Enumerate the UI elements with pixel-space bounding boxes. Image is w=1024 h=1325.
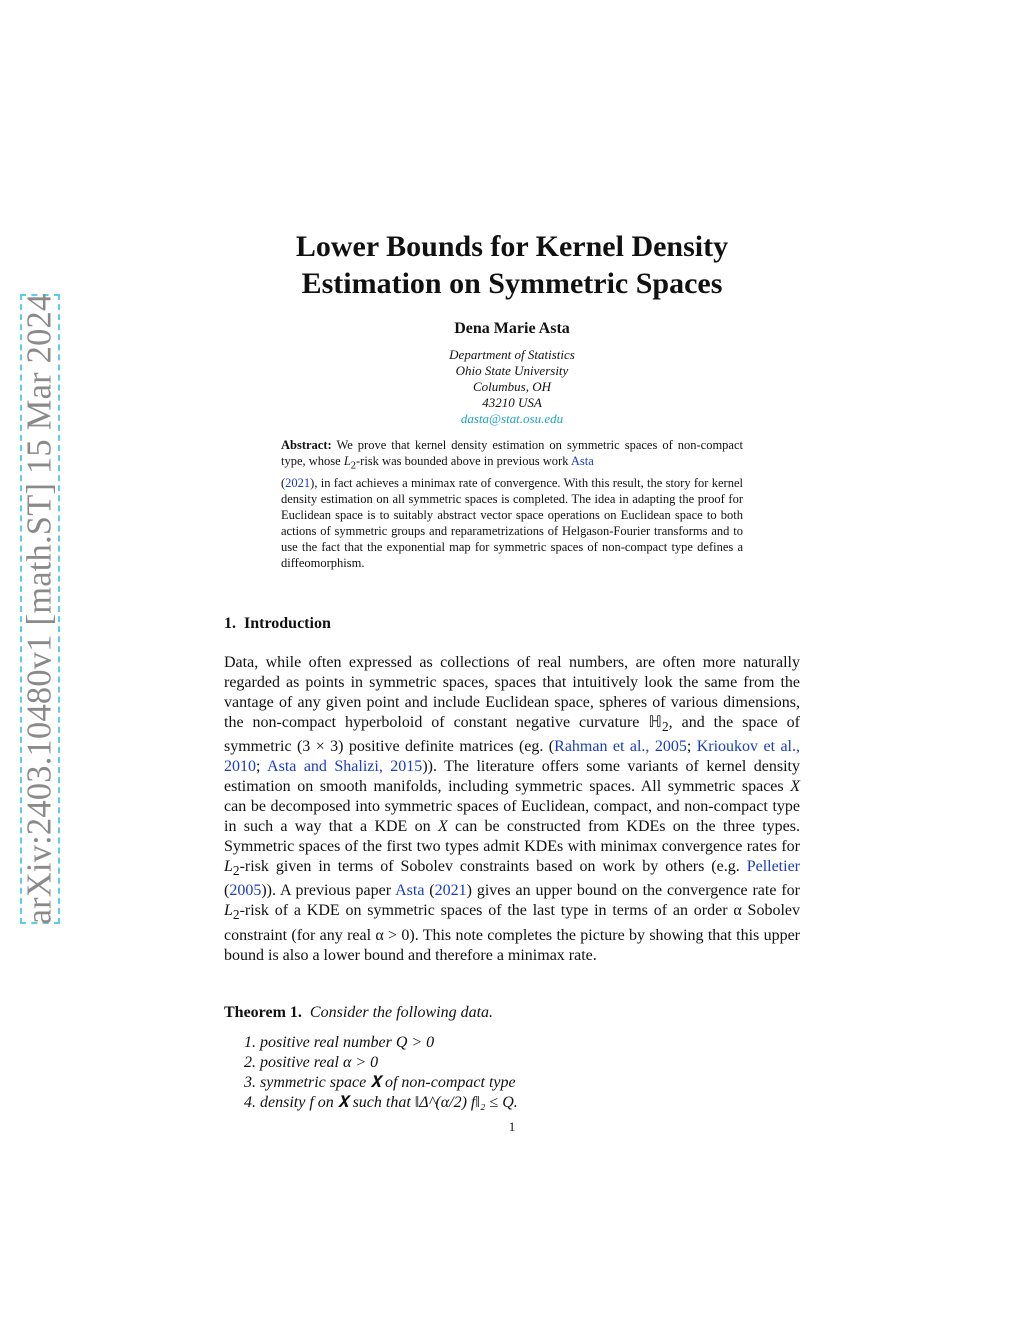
citation-year-link[interactable]: 2021 (434, 882, 467, 900)
body-text: Data, while often expressed as collections of real numbers, are often more naturally regarded as points in symmetric spaces, spaces that intuitively look the same from the vantage of any given point and include Euclidean space, spheres of various dimensions, the non-compact hyperboloid of constant negative curvature (224, 654, 800, 731)
theorem (224, 1003, 800, 1023)
abstract-label: Abstract: (281, 438, 332, 452)
body-text: can be constructed from KDEs on the three types. Symmetric spaces of the first two types admit KDEs with minimax convergence rates for (224, 818, 801, 856)
title-line-2: Estimation on Symmetric Spaces (301, 267, 723, 300)
section-heading (224, 615, 331, 633)
theorem-statement: Consider the following data. (309, 1004, 494, 1021)
citation-link[interactable]: Krioukov et al., 2010 (224, 738, 800, 776)
theorem-item-4: 4. density f on 𝐗 such that ‖Δ^(α/2) f‖₂ ≤ Q. (244, 1094, 518, 1111)
abstract-text: We prove that kernel density estimation on symmetric spaces of non-compact type, whose (281, 438, 743, 468)
paper-title (200, 228, 824, 302)
affiliation-dept: Department of Statistics (449, 347, 575, 362)
abstract-text: -risk was bounded above in previous work (356, 454, 571, 468)
body-math-sub: 2 (661, 719, 669, 735)
body-math: X (790, 778, 800, 796)
citation-year-link[interactable]: 2005 (229, 882, 262, 900)
affiliation (0, 347, 1024, 427)
body-math-sub: 2 (232, 863, 240, 879)
body-text: ( (224, 882, 230, 900)
theorem-item-1: 1. positive real number Q > 0 (244, 1034, 435, 1051)
body-math: L (224, 902, 233, 920)
body-text: -risk of a KDE on symmetric spaces of the last type in terms of an order α Sobolev constraint (for any real α > 0). This note completes the picture by showing that this upper bound is also a lower bound and therefore a minimax rate. (224, 902, 800, 964)
section-title: Introduction (244, 615, 331, 632)
affiliation-zip: 43210 USA (482, 395, 542, 410)
abstract-math: L (343, 454, 351, 468)
body-text: , and the space of symmetric (3 × 3) positive definite matrices (eg. ( (224, 714, 800, 756)
theorem-item-2: 2. positive real α > 0 (244, 1054, 379, 1071)
body-text: can be decomposed into symmetric spaces of Euclidean, compact, and non-compact type in such a way that a KDE on (224, 798, 800, 836)
body-text: -risk given in terms of Sobolev constraints based on work by others (e.g. (239, 858, 747, 876)
theorem-list (244, 1033, 800, 1113)
citation-link[interactable]: Asta (395, 882, 425, 900)
title-line-1: Lower Bounds for Kernel Density (295, 230, 729, 263)
body-math: L (224, 858, 233, 876)
citation-link[interactable]: Asta and Shalizi, 2015 (267, 758, 423, 776)
affiliation-city: Columbus, OH (472, 379, 551, 394)
body-math: ℍ (648, 714, 662, 731)
arxiv-stamp-text: arXiv:2403.10480v1 [math.ST] 15 Mar 2024 (20, 293, 59, 925)
citation-link[interactable]: Pelletier (746, 858, 800, 876)
body-text: )). The literature offers some variants of kernel density estimation on smooth manifolds, including symmetric spaces. All symmetric spaces (224, 758, 801, 796)
body-text: ) gives an upper bound on the convergence rate for (466, 882, 801, 900)
body-text: )). A previous paper (261, 882, 396, 900)
affiliation-univ: Ohio State University (455, 363, 569, 378)
section-number: 1. (224, 615, 236, 632)
abstract-text: ), in fact achieves a minimax rate of convergence. With this result, the story for kernel density estimation on all symmetric spaces is completed. The idea in adapting the proof for Euclidean space is to suitably abstract vector space operations on Euclidean space to both actions of symmetric groups and reparametrizations of Helgason-Fourier transforms and to use the fact that the exponential map for symmetric spaces of non-compact type defines a diffeomorphism. (281, 475, 743, 570)
body-text: ( (424, 882, 435, 900)
citation-link[interactable]: Rahman et al., 2005 (554, 738, 687, 756)
citation-link[interactable]: Asta (570, 454, 594, 468)
abstract-math-sub: 2 (350, 460, 356, 472)
theorem-label: Theorem 1. (224, 1004, 302, 1021)
citation-year-link[interactable]: 2021 (285, 475, 311, 490)
body-text: ; (686, 738, 697, 756)
theorem-item-3: 3. symmetric space 𝐗 of non-compact type (244, 1074, 516, 1091)
body-math-sub: 2 (232, 907, 240, 923)
body-math: X (437, 818, 448, 836)
page-number: 1 (508, 1119, 516, 1134)
email-link[interactable]: dasta@stat.osu.edu (460, 411, 564, 426)
abstract: Abstract: We prove that kernel density estimation on symmetric spaces of non-compact type, whose $L_2$-risk was bounded above in previous work Asta (2021), in fact achieves a minimax rate of convergence. With this result, the story for kernel density estimation on all symmetric spaces is completed. The idea in adapting the proof for Euclidean space is to suitably abstract vector space operations on Euclidean space to both actions of symmetric groups and reparametrizations of Helgason-Fourier transforms and to use the fact that the exponential map for symmetric spaces of non-compact type defines a diffeomorphism. (281, 438, 743, 570)
intro-paragraph (224, 653, 800, 966)
author-name: Dena Marie Asta (454, 320, 570, 337)
body-text: ; (256, 758, 268, 776)
